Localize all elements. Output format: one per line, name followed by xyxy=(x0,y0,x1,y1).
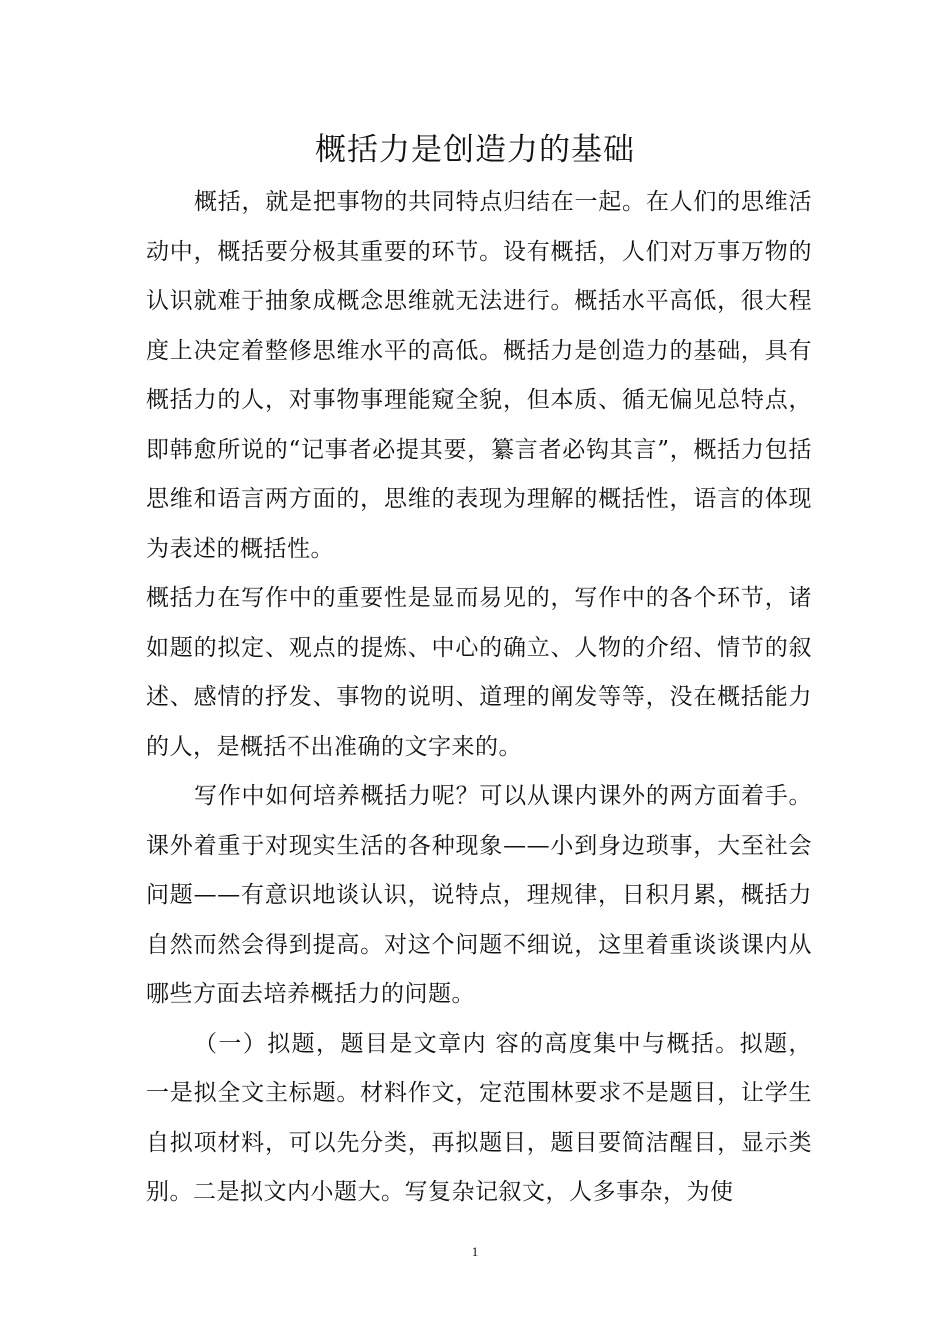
document-body xyxy=(146,178,812,1218)
document-title: 概括力是创造力的基础 xyxy=(315,132,635,168)
paragraph-cultivation: 写作中如何培养概括力呢？可以从课内课外的两方面着手。课外着重于对现实生活的各种现象——小到身边琐事，大至社会问题——有意识地谈认识，说特点，理规律，日积月累，概括力自然而然会得到提高。对这个问题不细说，这里着重谈谈课内从哪些方面去培养概括力的问题。 xyxy=(146,783,812,1007)
page-number: 1 xyxy=(471,1244,479,1259)
paragraph-definition: 概括，就是把事物的共同特点归结在一起。在人们的思维活动中，概括要分极其重要的环节。设有概括，人们对万事万物的认识就难于抽象成概念思维就无法进行。概括水平高低，很大程度上决定着整修思维水平的高低。概括力是创造力的基础，具有概括力的人，对事物事理能窥全貌，但本质、循无偏见总特点，即韩愈所说的“记事者必提其要，纂言者必钩其言”，概括力包括思维和语言两方面的，思维的表现为理解的概括性，语言的体现为表述的概括性。 xyxy=(146,189,812,562)
paragraph-importance: 概括力在写作中的重要性是显而易见的，写作中的各个环节，诸如题的拟定、观点的提炼、中心的确立、人物的介绍、情节的叙述、感情的抒发、事物的说明、道理的阐发等等，没在概括能力的人，是概括不出准确的文字来的。 xyxy=(146,585,812,760)
paragraph-titling: （一）拟题，题目是文章内 容的高度集中与概括。拟题，一是拟全文主标题。材料作文，定范围林要求不是题目，让学生自拟项材料，可以先分类，再拟题目，题目要简洁醒目，显示类别。二是拟文内小题大。写复杂记叙文，人多事杂，为使 xyxy=(146,1030,812,1205)
